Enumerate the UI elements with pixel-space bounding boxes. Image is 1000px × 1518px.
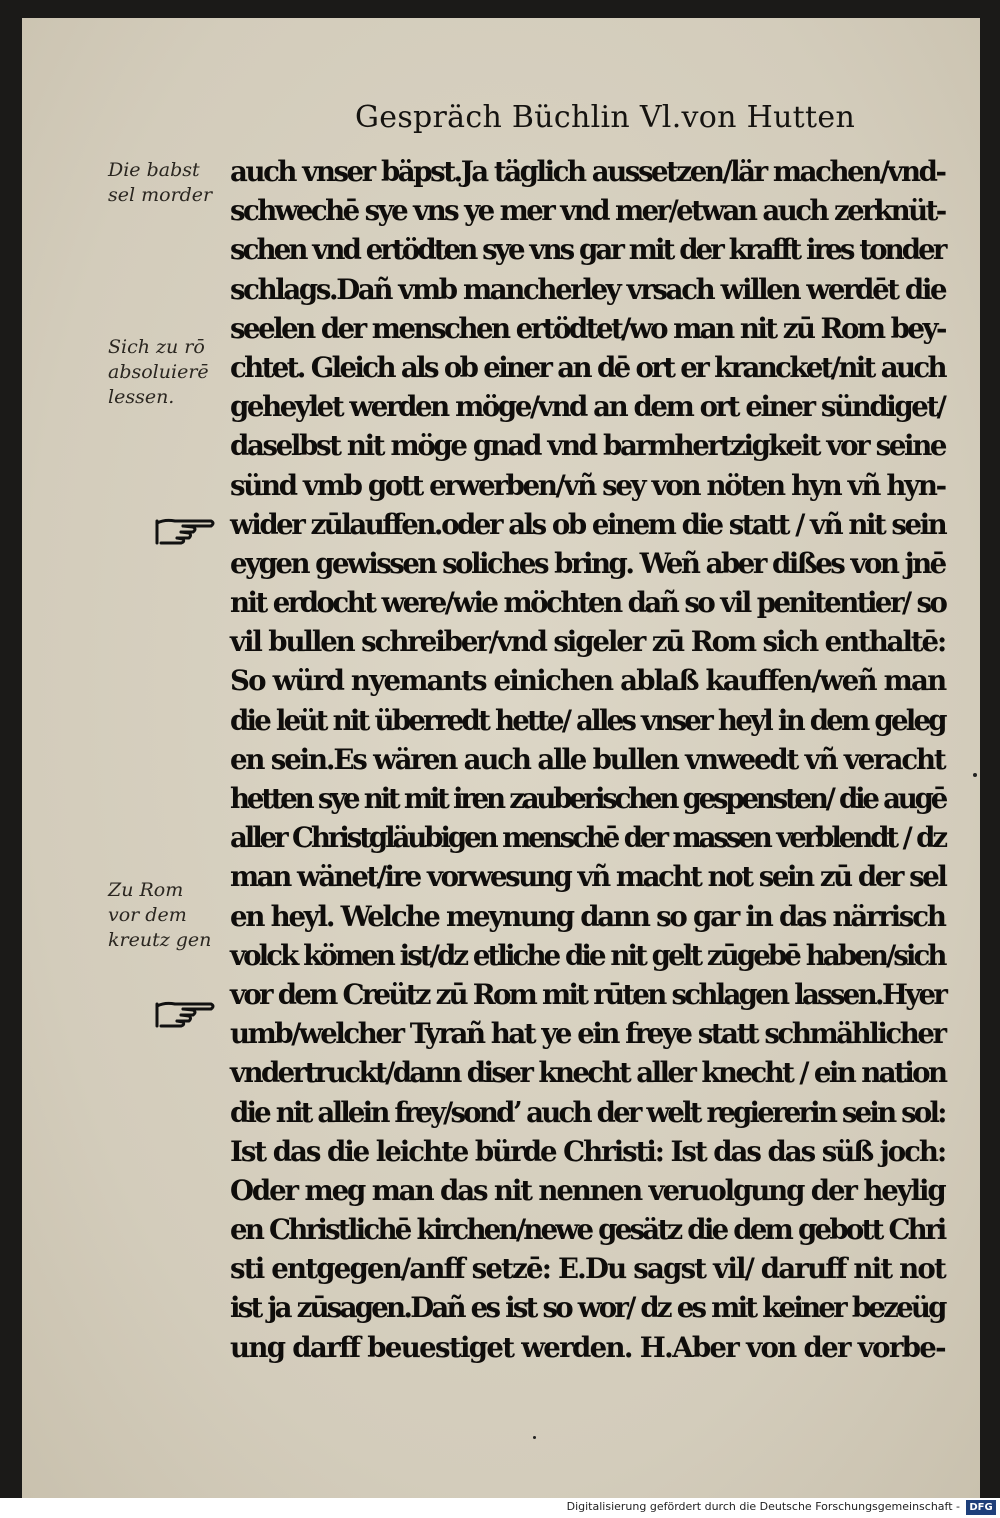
text-line: en Christlichē kirchen/newe gesätz die dem gebott Chri (230, 1213, 945, 1247)
text-line: sti entgegen/anff setzē: E.Du sagst vil/ daruff nit not (230, 1252, 945, 1286)
margin-note-line: Sich zu rō (108, 336, 205, 358)
text-line: geheylet werden möge/vnd an dem ort einer sündiget/ (230, 390, 945, 424)
pointing-hand-icon (153, 998, 217, 1032)
text-line: aller Christgläubigen menschē der massen verblendt / dz (230, 821, 945, 855)
text-line: vndertruckt/dann diser knecht aller knecht / ein nation (230, 1056, 946, 1090)
pointing-hand-icon (153, 515, 217, 549)
footer-bar (0, 1498, 1000, 1518)
text-line: ung darff beuestiget werden. H.Aber von der vorbe- (230, 1330, 945, 1364)
text-line: en sein.Es wären auch alle bullen vnweedt vñ veracht (230, 742, 945, 776)
footer-credit: Digitalisierung gefördert durch die Deutsche Forschungsgemeinschaft - (566, 1500, 960, 1513)
margin-note-line: sel morder (108, 184, 213, 206)
text-line: So würd nyemants einichen ablaß kauffen/weñ man (230, 664, 946, 698)
text-line: chtet. Gleich als ob einer an dē ort er krancket/nit auch (230, 350, 945, 384)
text-line: daselbst nit möge gnad vnd barmhertzigkeit vor seine (230, 429, 946, 463)
text-line: hetten sye nit mit iren zauberischen gespensten/ die augē (230, 782, 946, 815)
text-line: schwechē sye vns ye mer vnd mer/etwan auch zerknüt- (230, 194, 945, 228)
text-line: schlags.Dañ vmb mancherley vrsach willen werdēt die (230, 272, 946, 306)
text-line: auch vnser bäpst.Ja täglich aussetzen/lär machen/vnd- (230, 155, 945, 188)
margin-note-line: absoluierē (108, 361, 209, 383)
text-line: die leüt nit überredt hette/ alles vnser heyl in dem geleg (230, 703, 945, 737)
text-line: eygen gewissen soliches bring. Weñ aber dißes von jnē (230, 546, 945, 580)
ink-speck (973, 773, 977, 777)
text-line: wider zūlauffen.oder als ob einem die statt / vñ nit sein (230, 507, 946, 541)
ink-speck (533, 1436, 536, 1439)
text-line: vor dem Creütz zū Rom mit rūten schlagen lassen.Hyer (230, 977, 946, 1011)
margin-note-2 (108, 335, 218, 410)
text-line: man wänet/ire vorwesung vñ macht not sein zū der sel (230, 860, 946, 894)
main-text (230, 152, 945, 1367)
margin-note-line: kreutz gen (108, 929, 212, 951)
text-line: nit erdocht were/wie möchten dañ so vil penitentier/ so (230, 586, 946, 620)
text-line: sünd vmb gott erwerben/vñ sey von nöten hyn vñ hyn- (230, 468, 945, 502)
margin-note-line: vor dem (108, 904, 187, 926)
margin-note-3 (108, 878, 218, 953)
text-line: Oder meg man das nit nennen veruolgung der heylig (230, 1173, 945, 1207)
text-line: en heyl. Welche meynung dann so gar in das närrisch (230, 899, 945, 933)
margin-note-line: Zu Rom (108, 879, 184, 901)
text-line: die nit allein frey/sondʼ auch der welt regiererin sein sol: (230, 1095, 945, 1129)
text-line: Ist das die leichte bürde Christi: Ist das das süß joch: (230, 1134, 946, 1168)
running-head: Gespräch Büchlin Vl.von Hutten (355, 100, 856, 135)
text-line: seelen der menschen ertödtet/wo man nit zū Rom bey- (230, 311, 945, 345)
text-line: vil bullen schreiber/vnd sigeler zū Rom sich enthaltē: (230, 625, 946, 659)
text-line: schen vnd ertödten sye vns gar mit der krafft ires tonder (230, 233, 945, 267)
text-line: umb/welcher Tyrañ hat ye ein freye statt schmählicher (230, 1017, 945, 1051)
margin-note-1 (108, 158, 218, 208)
text-line: volck kömen ist/dz etliche die nit gelt zūgebē haben/sich (230, 938, 945, 972)
text-line: ist ja zūsagen.Dañ es ist so wor/ dz es mit keiner bezeüg (230, 1291, 945, 1325)
margin-note-line: lessen. (108, 386, 175, 408)
margin-note-line: Die babst (108, 159, 200, 181)
dfg-logo: DFG (966, 1500, 996, 1515)
